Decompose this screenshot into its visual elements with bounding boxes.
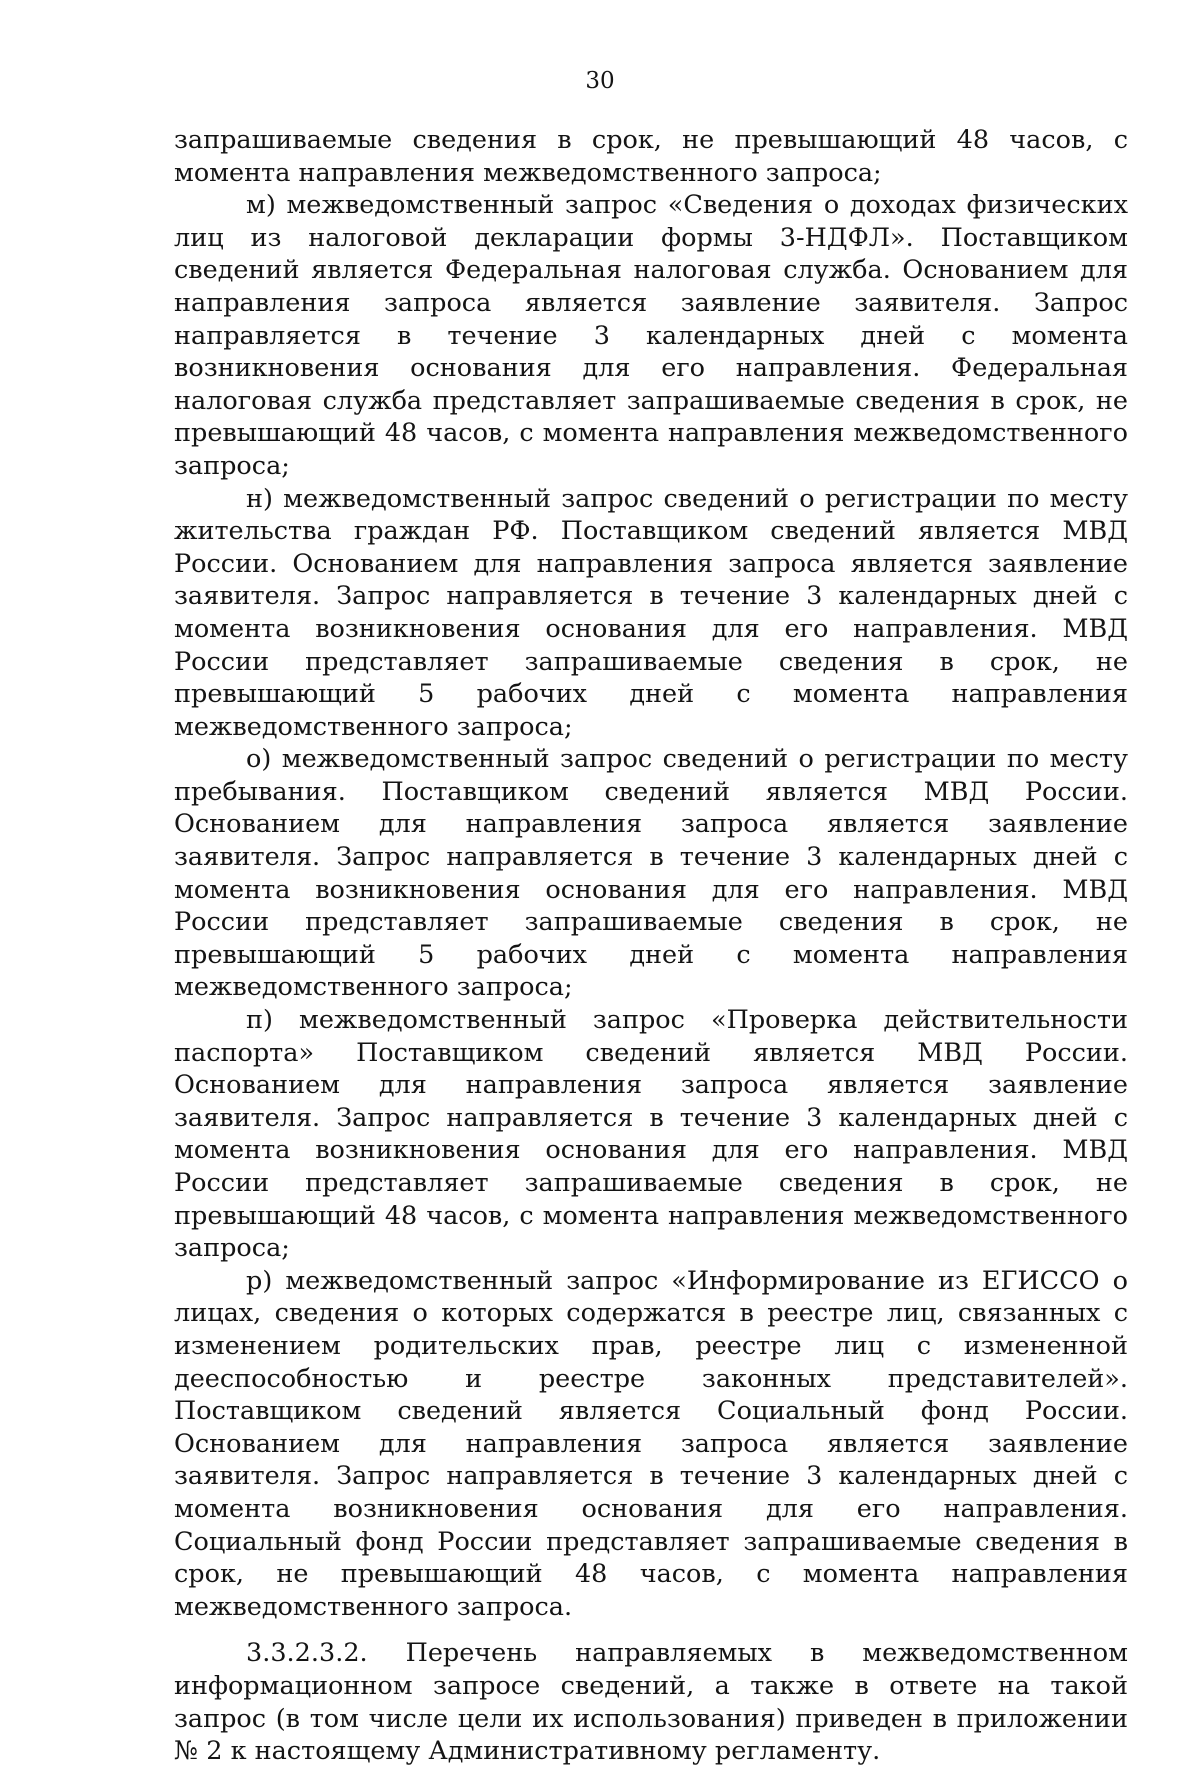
paragraph-item-o: о) межведомственный запрос сведений о регистрации по месту пребывания. Поставщиком сведений является МВД России. Основанием для направления запроса является заявление заявителя. Запрос направляется в течение 3 календарных дней с момента возникновения основания для его направления. МВД России представляет запрашиваемые сведения в срок, не превышающий 5 рабочих дней с момента направления межведомственного запроса;	[174, 744, 1128, 1003]
paragraph-section-3-3-2-3-2: 3.3.2.3.2. Перечень направляемых в межведомственном информационном запросе сведений, а также в ответе на такой запрос (в том числе цели их использования) приведен в приложении № 2 к настоящему Административному регламенту.	[174, 1638, 1128, 1767]
page-number: 30	[585, 68, 615, 94]
document-body	[174, 124, 1128, 1768]
paragraph-item-p: п) межведомственный запрос «Проверка действительности паспорта» Поставщиком сведений является МВД России. Основанием для направления запроса является заявление заявителя. Запрос направляется в течение 3 календарных дней с момента возникновения основания для его направления. МВД России представляет запрашиваемые сведения в срок, не превышающий 48 часов, с момента направления межведомственного запроса;	[174, 1005, 1128, 1264]
paragraph-item-n: н) межведомственный запрос сведений о регистрации по месту жительства граждан РФ. Поставщиком сведений является МВД России. Основанием для направления запроса является заявление заявителя. Запрос направляется в течение 3 календарных дней с момента возникновения основания для его направления. МВД России представляет запрашиваемые сведения в срок, не превышающий 5 рабочих дней с момента направления межведомственного запроса;	[174, 483, 1128, 742]
paragraph-item-m: м) межведомственный запрос «Сведения о доходах физических лиц из налоговой декларации формы 3-НДФЛ». Поставщиком сведений является Федеральная налоговая служба. Основанием для направления запроса является заявление заявителя. Запрос направляется в течение 3 календарных дней с момента возникновения основания для его направления. Федеральная налоговая служба представляет запрашиваемые сведения в срок, не превышающий 48 часов, с момента направления межведомственного запроса;	[174, 190, 1128, 481]
paragraph-continuation: запрашиваемые сведения в срок, не превышающий 48 часов, с момента направления межведомственного запроса;	[174, 125, 1128, 188]
paragraph-item-r: р) межведомственный запрос «Информирование из ЕГИССО о лицах, сведения о которых содержатся в реестре лиц, связанных с изменением родительских прав, реестре лиц с измененной дееспособностью и реестре законных представителей». Поставщиком сведений является Социальный фонд России. Основанием для направления запроса является заявление заявителя. Запрос направляется в течение 3 календарных дней с момента возникновения основания для его направления. Социальный фонд России представляет запрашиваемые сведения в срок, не превышающий 48 часов, с момента направления межведомственного запроса.	[174, 1265, 1128, 1622]
